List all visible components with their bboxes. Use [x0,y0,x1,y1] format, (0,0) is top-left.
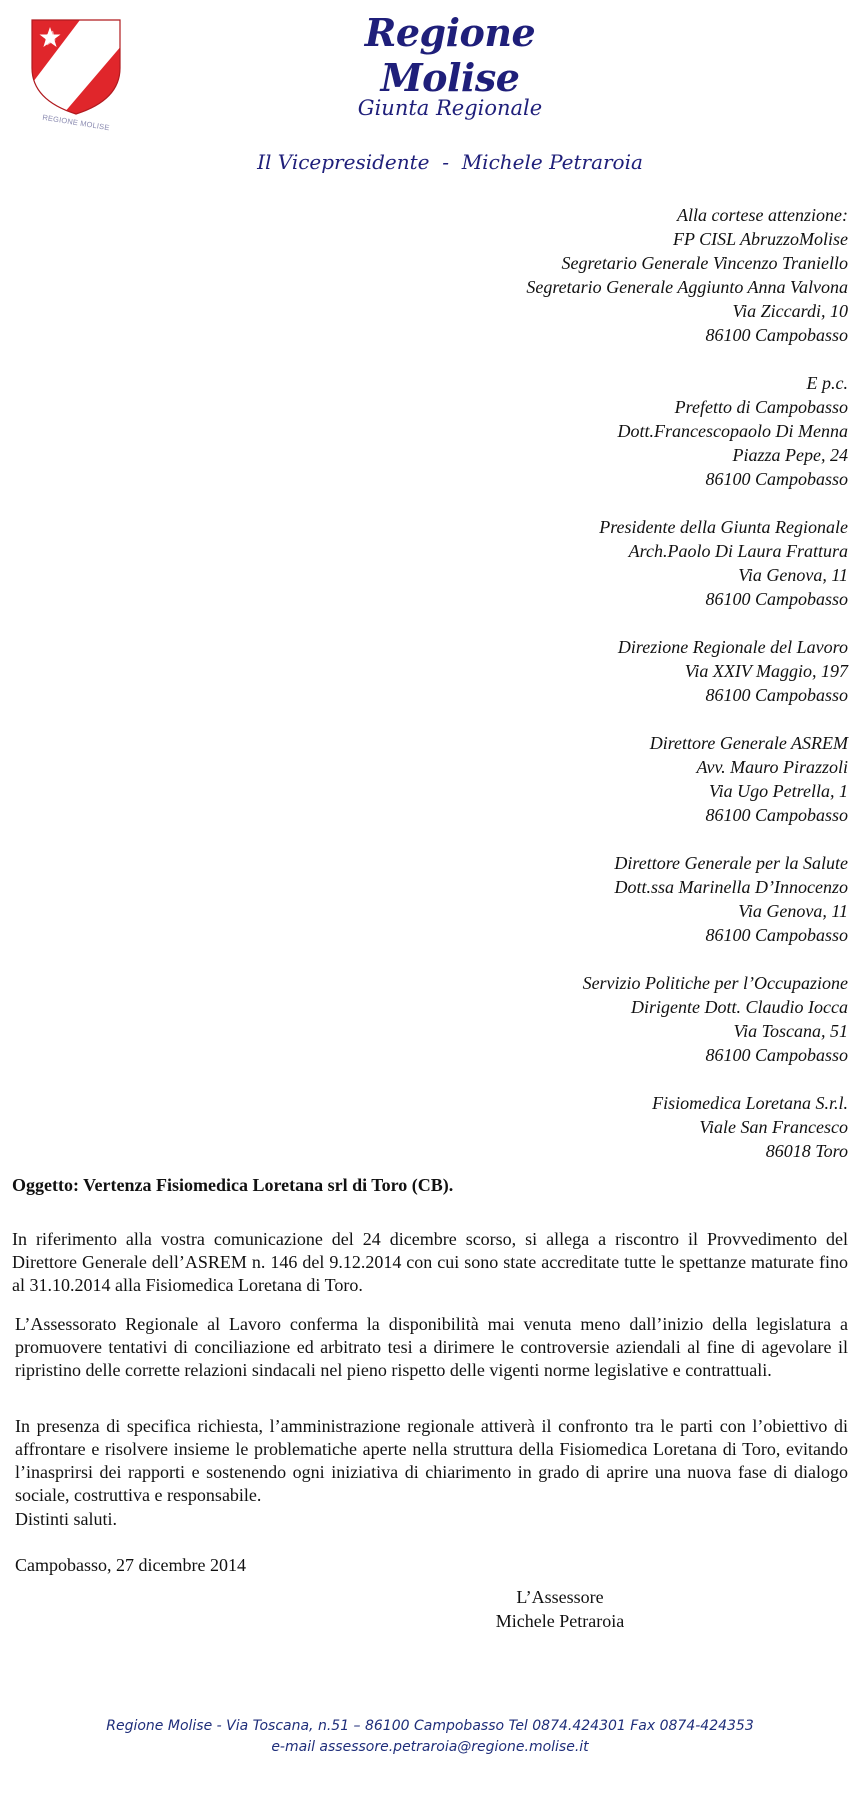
footer-email: e-mail assessore.petraroia@regione.molise.it [271,1739,589,1755]
recipients-block [348,203,848,1187]
signature-role: L’Assessore [516,1587,604,1607]
recipient-line: 86018 Toro [765,1141,848,1161]
closing-greeting: Distinti saluti. [15,1509,118,1529]
recipient-line: Dott.Francescopaolo Di Menna [617,421,848,441]
recipient-line: Via XXIV Maggio, 197 [684,661,848,681]
recipient-line: Viale San Francesco [699,1117,848,1137]
recipient-line: Direttore Generale ASREM [649,733,848,753]
recipient-group [348,371,848,491]
signature-block [470,1585,650,1633]
recipient-group [348,1091,848,1163]
recipient-line: 86100 Campobasso [705,925,848,945]
logo-caption: REGIONE MOLISE [41,112,111,133]
recipient-line: Fisiomedica Loretana S.r.l. [652,1093,848,1113]
recipient-line: Via Genova, 11 [738,565,848,585]
recipient-line: FP CISL AbruzzoMolise [672,229,848,249]
recipient-line: Presidente della Giunta Regionale [599,517,848,537]
giunta-subtitle: Giunta Regionale [357,96,543,120]
recipient-line: 86100 Campobasso [705,469,848,489]
recipient-line: Segretario Generale Aggiunto Anna Valvona [526,277,848,297]
recipient-line: Via Ugo Petrella, 1 [709,781,848,801]
footer-address: Regione Molise - Via Toscana, n.51 – 86100 Campobasso Tel 0874.424301 Fax 0874-424353 [106,1718,754,1734]
recipient-line: Segretario Generale Vincenzo Traniello [561,253,848,273]
recipient-line: E p.c. [806,373,848,393]
recipient-line: Servizio Politiche per l’Occupazione [582,973,848,993]
recipient-line: Dott.ssa Marinella D’Innocenzo [614,877,848,897]
recipient-line: 86100 Campobasso [705,325,848,345]
recipient-group [348,515,848,611]
subject-line: Oggetto: Vertenza Fisiomedica Loretana srl di Toro (CB). [12,1175,454,1195]
signature-name: Michele Petraroia [495,1611,625,1631]
region-title: Regione Molise [364,10,536,100]
recipient-line: Avv. Mauro Pirazzoli [696,757,848,777]
region-logo [28,16,124,132]
recipient-group [348,971,848,1067]
recipient-group [348,851,848,947]
body-paragraph: In presenza di specifica richiesta, l’amministrazione regionale attiverà il confronto tra le parti con l’obiettivo di affrontare e risolvere insieme le problematiche aperte nella struttura della Fisiomedica Loretana di Toro, evitando l’inasprirsi dei rapporti e sostenendo ogni iniziativa di chiarimento in grado di aprire una nuova fase di dialogo sociale, costruttiva e responsabile. [15,1416,848,1505]
recipient-line: Prefetto di Campobasso [674,397,848,417]
recipient-line: 86100 Campobasso [705,589,848,609]
recipient-line: Dirigente Dott. Claudio Iocca [631,997,848,1017]
recipient-line: Alla cortese attenzione: [677,205,848,225]
recipient-line: Direttore Generale per la Salute [614,853,848,873]
recipient-group [348,635,848,707]
recipient-line: 86100 Campobasso [705,1045,848,1065]
recipient-line: Arch.Paolo Di Laura Frattura [628,541,848,561]
recipient-line: Piazza Pepe, 24 [732,445,848,465]
recipient-group [348,731,848,827]
shield-emblem [28,16,124,116]
recipient-group [348,203,848,347]
recipient-line: Direzione Regionale del Lavoro [617,637,848,657]
recipient-line: 86100 Campobasso [705,805,848,825]
recipient-line: Via Ziccardi, 10 [732,301,848,321]
body-paragraph: In riferimento alla vostra comunicazione del 24 dicembre scorso, si allega a riscontro il Provvedimento del Direttore Generale dell’ASREM n. 146 del 9.12.2014 con cui sono state accreditate tutte le spettanze maturate fino al 31.10.2014 alla Fisiomedica Loretana di Toro. [12,1229,848,1295]
place-date: Campobasso, 27 dicembre 2014 [15,1555,246,1575]
recipient-line: Via Genova, 11 [738,901,848,921]
footer [0,1716,860,1758]
vicepresident-line: Il Vicepresidente - Michele Petraroia [257,150,643,174]
body-paragraph: L’Assessorato Regionale al Lavoro conferma la disponibilità mai venuta meno dall’inizio della legislatura a promuovere tentativi di conciliazione ed arbitrato tesi a dirimere le controversie aziendali al fine di agevolare il ripristino delle corrette relazioni sindacali nel pieno rispetto delle vigenti norme legislative e contrattuali. [15,1314,848,1380]
recipient-line: Via Toscana, 51 [733,1021,848,1041]
recipient-line: 86100 Campobasso [705,685,848,705]
